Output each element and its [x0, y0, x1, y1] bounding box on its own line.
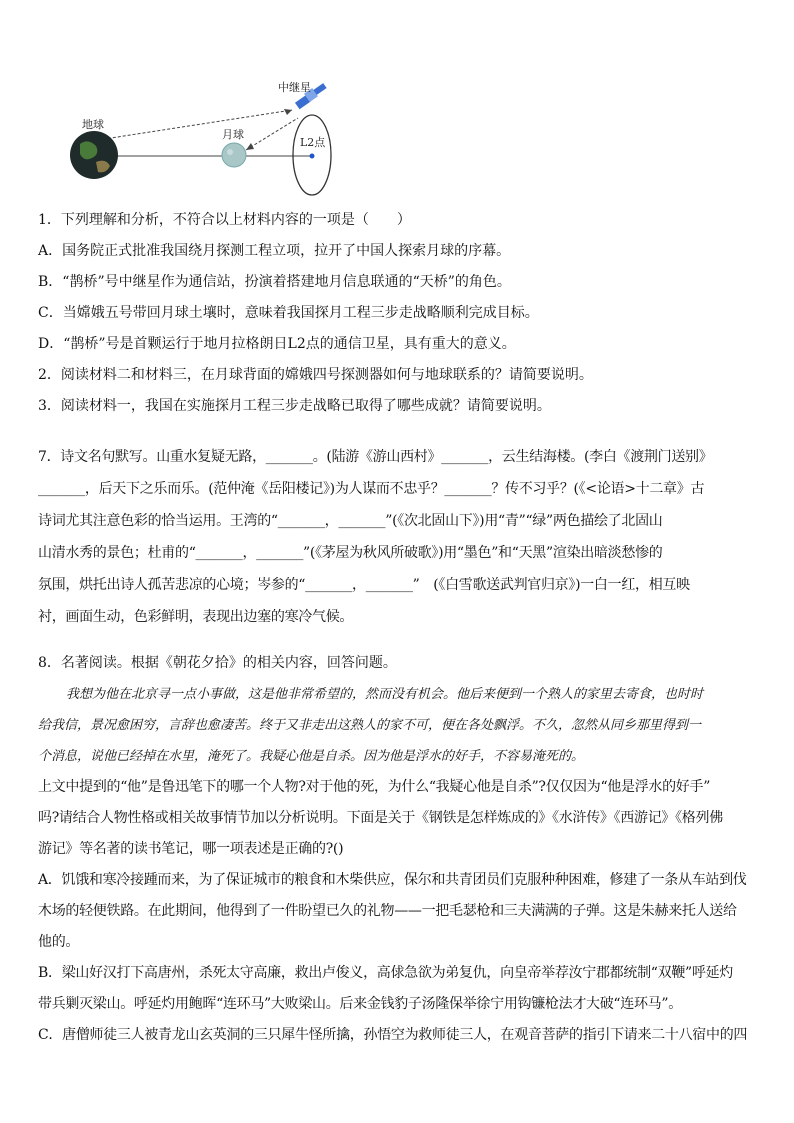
question-7-line: 氛围，烘托出诗人孤苦悲凉的心境；岑参的“_______，_______” (《白雪歌送武判官归京》)一白一红，相互映: [38, 577, 690, 593]
question-8-option-line: 带兵剿灭梁山。呼延灼用鲍晖“连环马”大败梁山。后来金钱豹子汤隆保举徐宁用钩镰枪法才大破“连环马”。: [38, 996, 682, 1012]
question-1-block: [38, 205, 760, 422]
earth-moon-relay-diagram: [60, 78, 360, 203]
moon-icon: [222, 143, 246, 167]
question-8-stem: 8．名著阅读。根据《朝花夕拾》的相关内容，回答问题。: [38, 655, 397, 671]
question-8-option-line: A．饥饿和寒冷接踵而来，为了保证城市的粮食和木柴供应，保尔和共青团员们克服种种困难，修建了一条从车站到伐: [38, 872, 747, 888]
earth-label: 地球: [82, 118, 104, 131]
question-8-line: 上文中提到的“他”是鲁迅笔下的哪一个人物?对于他的死，为什么“我疑心他是自杀”?仅仅因为“他是浮水的好手”: [38, 779, 711, 795]
excerpt-line: 给我信，景况愈困穷，言辞也愈凄苦。终于又非走出这熟人的家不可，便在各处飘浮。不久，忽然从同乡那里得到一: [38, 718, 702, 733]
question-7-block: [38, 441, 760, 633]
question-7-line: _______，后天下之乐而乐。(范仲淹《岳阳楼记》)为人谋而不忠乎？_______？传不习乎？(《<论语>十二章》古: [38, 481, 705, 497]
question-8-option-line: B．梁山好汉打下高唐州，杀死太守高廉，救出卢俊义，高俅急欲为弟复仇，向皇帝举荐汝宁郡都统制“双鞭”呼延灼: [38, 965, 734, 981]
question-1-option-c: C．当嫦娥五号带回月球土壤时，意味着我国探月工程三步走战略顺利完成目标。: [38, 305, 539, 321]
question-1-stem: 1．下列理解和分析，不符合以上材料内容的一项是（ ）: [38, 212, 411, 228]
arrow-head-icon: [246, 143, 254, 150]
excerpt-line: 个消息，说他已经掉在水里，淹死了。我疑心他是自杀。因为他是浮水的好手，不容易淹死的。: [38, 749, 585, 764]
excerpt-line: 我想为他在北京寻一点小事做，这是他非常希望的，然而没有机会。他后来便到一个熟人的家里去寄食，也时时: [66, 687, 704, 702]
earth-relay-link: [98, 110, 292, 140]
l2-point-marker: [310, 154, 315, 159]
question-7-line: 诗词尤其注意色彩的恰当运用。王湾的“_______，_______”(《次北固山下》)用“青”“绿”两色描绘了北固山: [38, 513, 663, 529]
question-3: 3．阅读材料一，我国在实施探月工程三步走战略已取得了哪些成就？请简要说明。: [38, 398, 551, 414]
question-1-option-a: A．国务院正式批准我国绕月探测工程立项，拉开了中国人探索月球的序幕。: [38, 243, 511, 259]
question-8-option-line: 木场的轻便铁路。在此期间，他得到了一件盼望已久的礼物——一把毛瑟枪和三夫满满的子弹。这是朱赫来托人送给: [38, 903, 737, 919]
question-8-excerpt: [38, 679, 760, 772]
question-8-option-line: 他的。: [38, 934, 80, 950]
question-8-line: 游记》等名著的读书笔记，哪一项表述是正确的?(): [38, 841, 344, 857]
question-1-option-b: B．“鹊桥”号中继星作为通信站，扮演着搭建地月信息联通的“天桥”的角色。: [38, 274, 511, 290]
question-8-body: [38, 772, 760, 1051]
question-7-line: 7．诗文名句默写。山重水复疑无路，_______。(陆游《游山西村》_______，云生结海楼。(李白《渡荆门送别》: [38, 449, 713, 465]
question-8-line: 吗?请结合人物性格或相关故事情节加以分析说明。下面是关于《钢铁是怎样炼成的》《水浒传》《西游记》《格列佛: [38, 810, 723, 826]
orbit-diagram-svg: [60, 78, 360, 203]
l2-label: L2点: [300, 136, 326, 149]
question-2: 2．阅读材料二和材料三，在月球背面的嫦娥四号探测器如何与地球联系的？请简要说明。: [38, 367, 593, 383]
moon-relay-link: [246, 118, 298, 150]
question-8-option-line: C．唐僧师徒三人被青龙山玄英洞的三只犀牛怪所擒，孙悟空为救师徒三人，在观音菩萨的指引下请来二十八宿中的四: [38, 1027, 748, 1043]
question-7-line: 山清水秀的景色；杜甫的“_______，_______”(《茅屋为秋风所破歌》)用“墨色”和“天黑”渲染出暗淡愁惨的: [38, 545, 663, 561]
moon-label: 月球: [222, 128, 244, 141]
arrow-head-icon: [284, 109, 292, 115]
relay-label: 中继星: [278, 81, 311, 94]
question-7-line: 衬，画面生动，色彩鲜明，表现出边塞的寒冷气候。: [38, 609, 354, 625]
question-1-option-d: D．“鹊桥”号是首颗运行于地月拉格朗日L2点的通信卫星，具有重大的意义。: [38, 336, 516, 352]
question-8-stem-block: [38, 648, 760, 679]
moon-crater: [227, 149, 233, 155]
